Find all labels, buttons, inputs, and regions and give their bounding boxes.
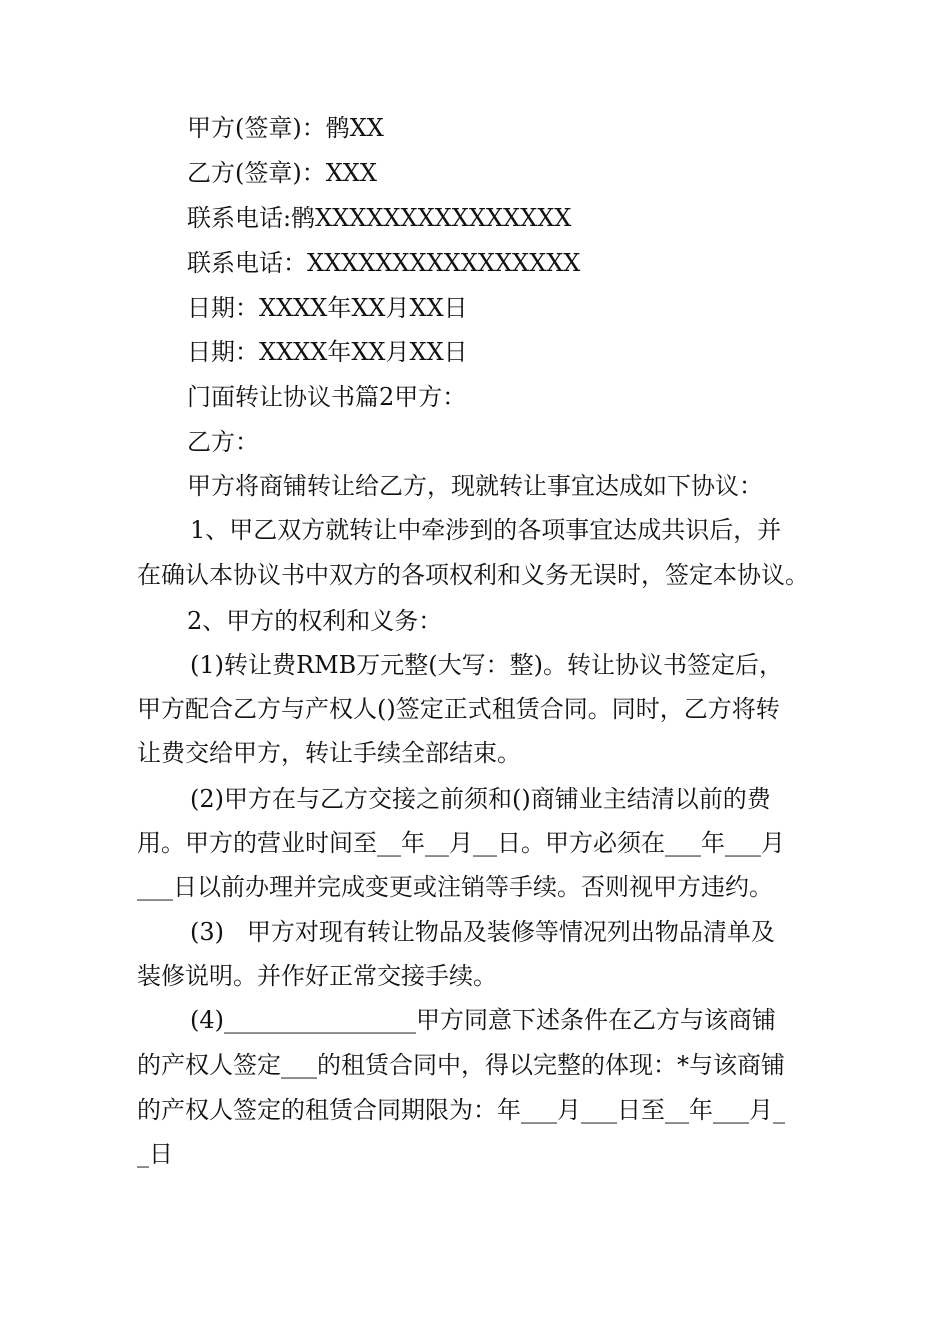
party-a-date: 日期：XXXX年XX月XX日	[187, 294, 468, 322]
party-a-signature: 甲方(签章)：鹘XX	[187, 114, 384, 142]
item-4-line: 的产权人签定___的租赁合同中，得以完整的体现：*与该商铺	[137, 1051, 785, 1079]
clause-2-title: 2、甲方的权利和义务：	[187, 607, 443, 635]
agreement-intro: 甲方将商铺转让给乙方，现就转让事宜达成如下协议：	[187, 472, 763, 500]
party-b-label: 乙方：	[187, 428, 259, 456]
item-2-line: (2)甲方在与乙方交接之前须和()商铺业主结清以前的费	[190, 785, 771, 813]
item-1-line: 甲方配合乙方与产权人()签定正式租赁合同。同时，乙方将转	[137, 695, 780, 723]
party-b-phone: 联系电话：XXXXXXXXXXXXXXXX	[187, 249, 581, 277]
agreement-heading: 门面转让协议书篇2甲方：	[187, 383, 467, 411]
item-4-line: _日	[137, 1140, 173, 1168]
party-b-signature: 乙方(签章)：XXX	[187, 159, 377, 187]
item-2-line: 用。甲方的营业时间至__年__月__日。甲方必须在___年___月	[137, 829, 785, 857]
party-a-phone: 联系电话:鹘XXXXXXXXXXXXXXX	[187, 204, 572, 232]
item-1-line: (1)转让费RMB万元整(大写：整)。转让协议书签定后，	[190, 651, 784, 679]
item-2-line: ___日以前办理并完成变更或注销等手续。否则视甲方违约。	[137, 873, 773, 901]
item-4-line: 的产权人签定的租赁合同期限为：年___月___日至__年___月_	[137, 1096, 785, 1124]
item-3-line: 装修说明。并作好正常交接手续。	[137, 962, 497, 990]
item-4-line: (4)________________甲方同意下述条件在乙方与该商铺	[190, 1006, 776, 1034]
clause-1-line: 在确认本协议书中双方的各项权利和义务无误时，签定本协议。	[137, 561, 809, 589]
party-b-date: 日期：XXXX年XX月XX日	[187, 338, 468, 366]
item-3-line: (3) 甲方对现有转让物品及装修等情况列出物品清单及	[190, 918, 775, 946]
clause-1-line: 1、甲乙双方就转让中牵涉到的各项事宜达成共识后，并	[190, 516, 782, 544]
item-1-line: 让费交给甲方，转让手续全部结束。	[137, 739, 521, 767]
